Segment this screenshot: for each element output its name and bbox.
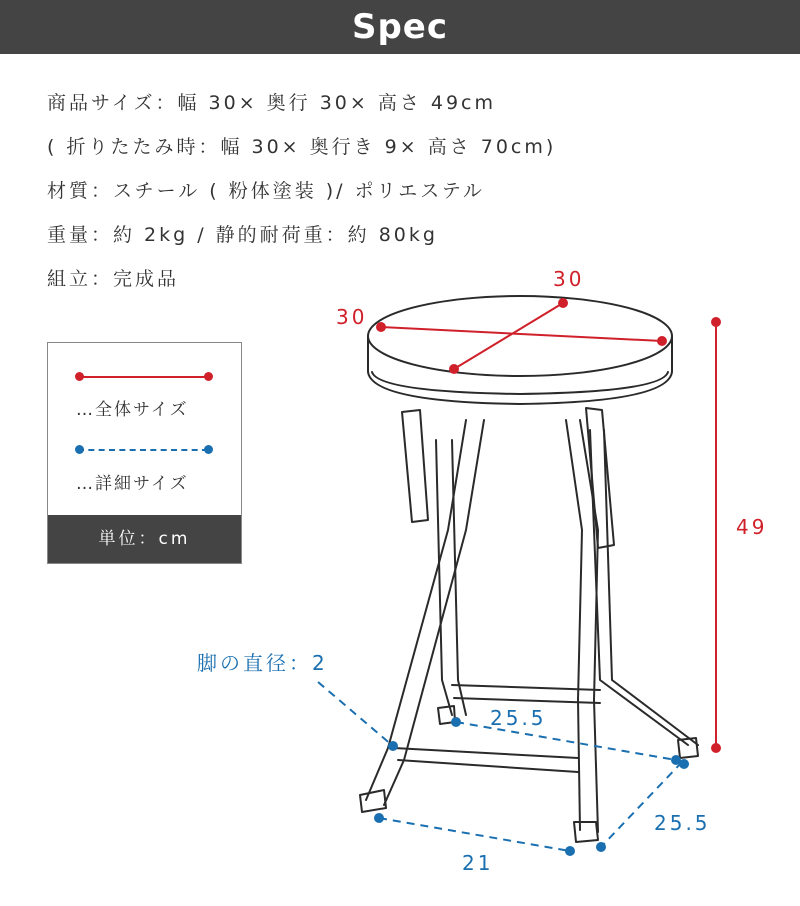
spec-material: 材質：スチール ( 粉体塗装 )/ ポリエステル (47, 180, 485, 202)
page-title: Spec (351, 7, 449, 47)
legend-unit: 単位：cm (48, 515, 241, 563)
seat-width-label: 30 (336, 305, 368, 329)
legend-overall-label: …全体サイズ (76, 400, 189, 420)
stool-illustration (360, 296, 698, 842)
inner-side-dot-bottom (596, 842, 606, 852)
inner-side-label: 25.5 (654, 811, 711, 835)
inner-depth-label: 25.5 (490, 706, 547, 730)
spec-assembly: 組立：完成品 (47, 268, 180, 290)
seat-width-dot-right (657, 336, 667, 346)
seat-width-dot-left (376, 322, 386, 332)
base-front-dot-right (565, 846, 575, 856)
spec-size: 商品サイズ：幅 30× 奥行 30× 高さ 49cm (47, 92, 497, 114)
height-dot-top (711, 317, 721, 327)
height-label: 49 (736, 515, 768, 539)
height-dot-bottom (711, 743, 721, 753)
spec-weight: 重量：約 2kg / 静的耐荷重：約 80kg (47, 224, 438, 246)
inner-depth-dot-left (451, 717, 461, 727)
base-front-dot-left (374, 813, 384, 823)
spec-folded-size: ( 折りたたみ時：幅 30× 奥行き 9× 高さ 70cm) (47, 136, 557, 158)
seat-depth-dot-front (449, 364, 459, 374)
inner-side-dot-top (679, 759, 689, 769)
leg-diameter-label: 脚の直径：2 (197, 651, 328, 675)
seat-depth-dot-back (558, 298, 568, 308)
legend-detail-label: …詳細サイズ (76, 474, 189, 494)
seat-depth-label: 30 (553, 267, 585, 291)
base-front-label: 21 (462, 851, 494, 875)
leg-diameter-dot (388, 741, 398, 751)
